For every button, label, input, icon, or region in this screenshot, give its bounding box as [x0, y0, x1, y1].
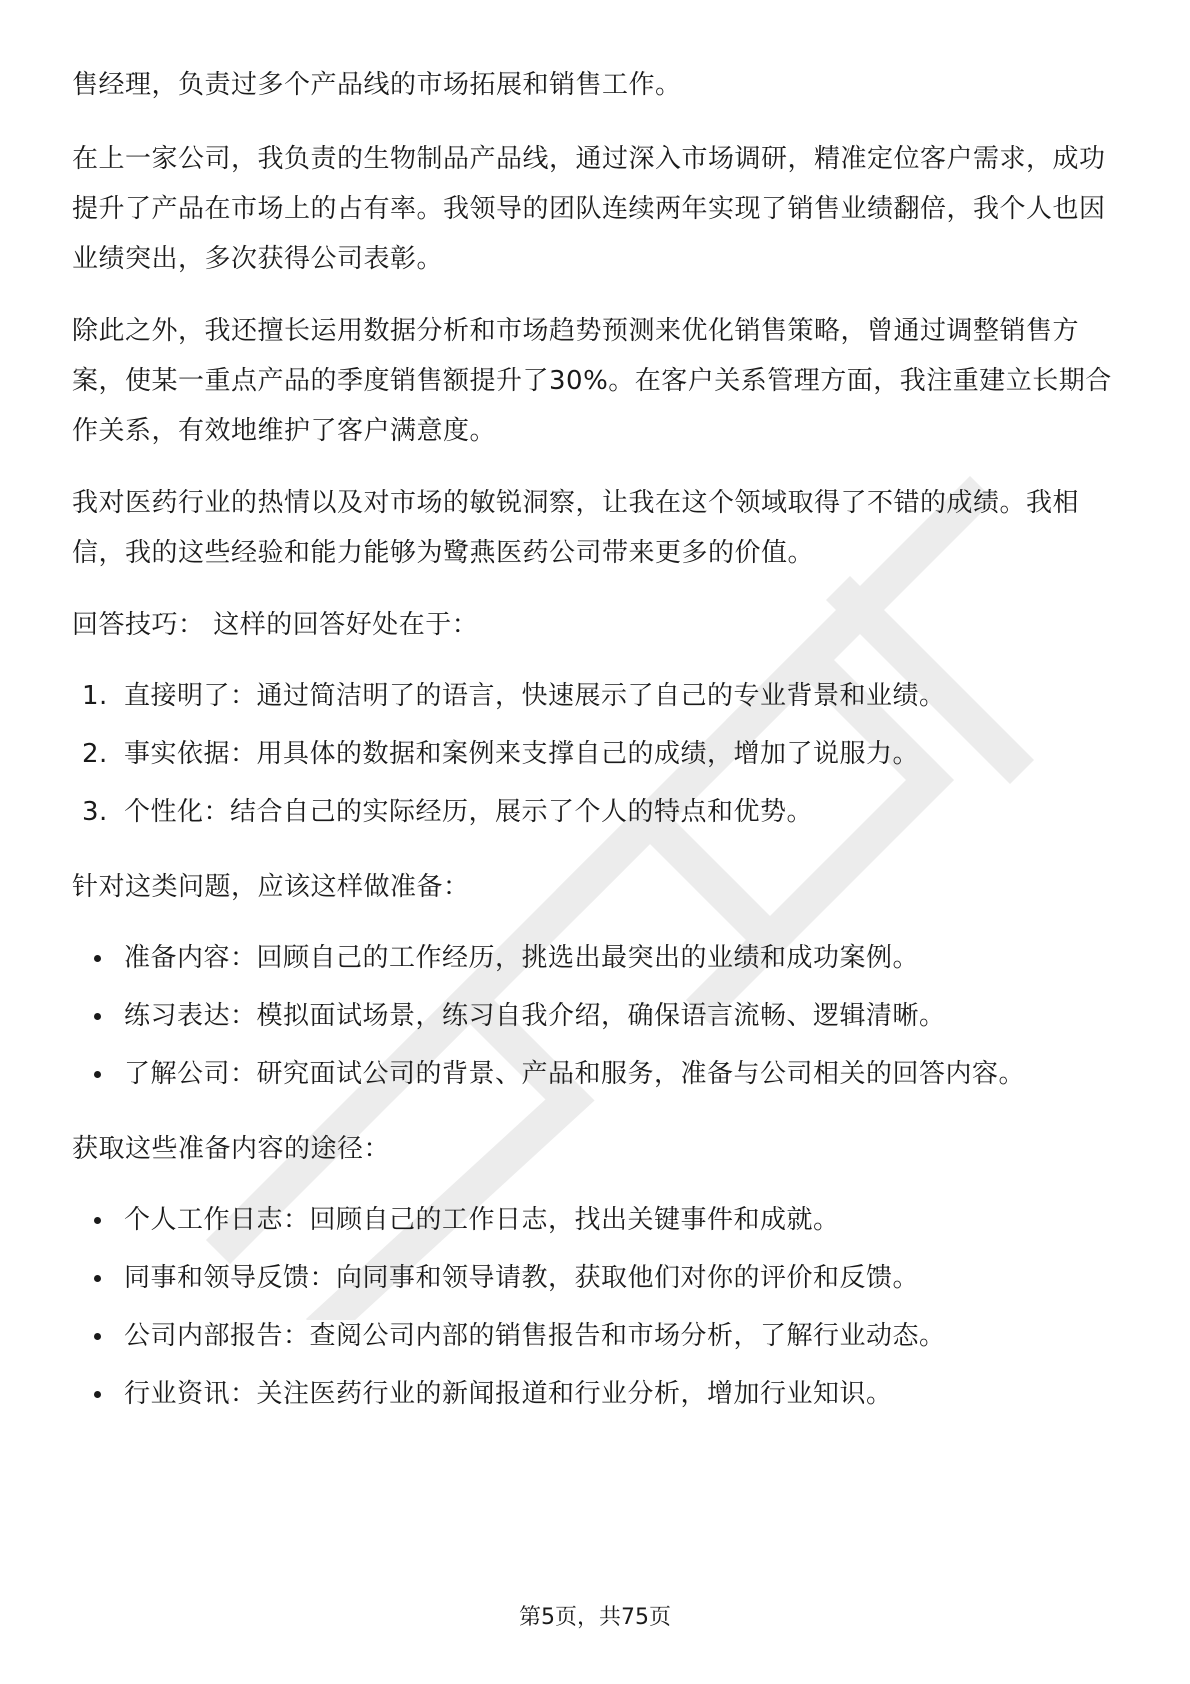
- list-item-text: 练习表达：模拟面试场景，练习自我介绍，确保语言流畅、逻辑清晰。: [124, 1001, 946, 1031]
- list-item-text: 直接明了：通过简洁明了的语言，快速展示了自己的专业背景和业绩。: [124, 681, 946, 711]
- bullet-icon: [94, 955, 101, 962]
- bullet-icon: [94, 1071, 101, 1078]
- list-item-text: 公司内部报告：查阅公司内部的销售报告和市场分析，了解行业动态。: [124, 1321, 946, 1351]
- list-item: [72, 728, 1120, 780]
- paragraph-data-analysis: 除此之外，我还擅长运用数据分析和市场趋势预测来优化销售策略，曾通过调整销售方案，使某一重点产品的季度销售额提升了30%。在客户关系管理方面，我注重建立长期合作关系，有效地维护了客户满意度。: [72, 316, 1112, 446]
- list-item-text: 行业资讯：关注医药行业的新闻报道和行业分析，增加行业知识。: [124, 1379, 893, 1409]
- list-item-text: 个性化：结合自己的实际经历，展示了个人的特点和优势。: [124, 797, 814, 827]
- list-item-text: 了解公司：研究面试公司的背景、产品和服务，准备与公司相关的回答内容。: [124, 1059, 1026, 1089]
- sources-list: [72, 1194, 1120, 1420]
- prepare-list: [72, 932, 1120, 1100]
- bullet-icon: [94, 1013, 101, 1020]
- list-item: [72, 990, 1120, 1042]
- document-page: [72, 60, 1120, 1444]
- prepare-heading: 针对这类问题，应该这样做准备：: [72, 872, 470, 902]
- list-item-text: 准备内容：回顾自己的工作经历，挑选出最突出的业绩和成功案例。: [124, 943, 920, 973]
- list-number: 2.: [82, 739, 108, 769]
- tips-heading: 回答技巧： 这样的回答好处在于：: [72, 610, 479, 640]
- list-number: 3.: [82, 797, 108, 827]
- list-item-text: 个人工作日志：回顾自己的工作日志，找出关键事件和成就。: [124, 1205, 840, 1235]
- paragraph-passion: 我对医药行业的热情以及对市场的敏锐洞察，让我在这个领域取得了不错的成绩。我相信，我的这些经验和能力能够为鹭燕医药公司带来更多的价值。: [72, 488, 1080, 568]
- list-item: [72, 932, 1120, 984]
- paragraph-intro-continued: 售经理，负责过多个产品线的市场拓展和销售工作。: [72, 70, 682, 100]
- tips-list: [72, 670, 1120, 838]
- page-number: 第5页，共75页: [519, 1605, 671, 1630]
- bullet-icon: [94, 1217, 101, 1224]
- list-item-text: 同事和领导反馈：向同事和领导请教，获取他们对你的评价和反馈。: [124, 1263, 920, 1293]
- list-item: [72, 1252, 1120, 1304]
- list-item: [72, 1310, 1120, 1362]
- bullet-icon: [94, 1333, 101, 1340]
- list-item: [72, 786, 1120, 838]
- list-number: 1.: [82, 681, 108, 711]
- list-item: [72, 1368, 1120, 1420]
- bullet-icon: [94, 1275, 101, 1282]
- list-item: [72, 1194, 1120, 1246]
- paragraph-previous-company: 在上一家公司，我负责的生物制品产品线，通过深入市场调研，精准定位客户需求，成功提升了产品在市场上的占有率。我领导的团队连续两年实现了销售业绩翻倍，我个人也因业绩突出，多次获得公司表彰。: [72, 144, 1106, 274]
- list-item-text: 事实依据：用具体的数据和案例来支撑自己的成绩，增加了说服力。: [124, 739, 920, 769]
- bullet-icon: [94, 1391, 101, 1398]
- list-item: [72, 1048, 1120, 1100]
- sources-heading: 获取这些准备内容的途径：: [72, 1134, 391, 1164]
- list-item: [72, 670, 1120, 722]
